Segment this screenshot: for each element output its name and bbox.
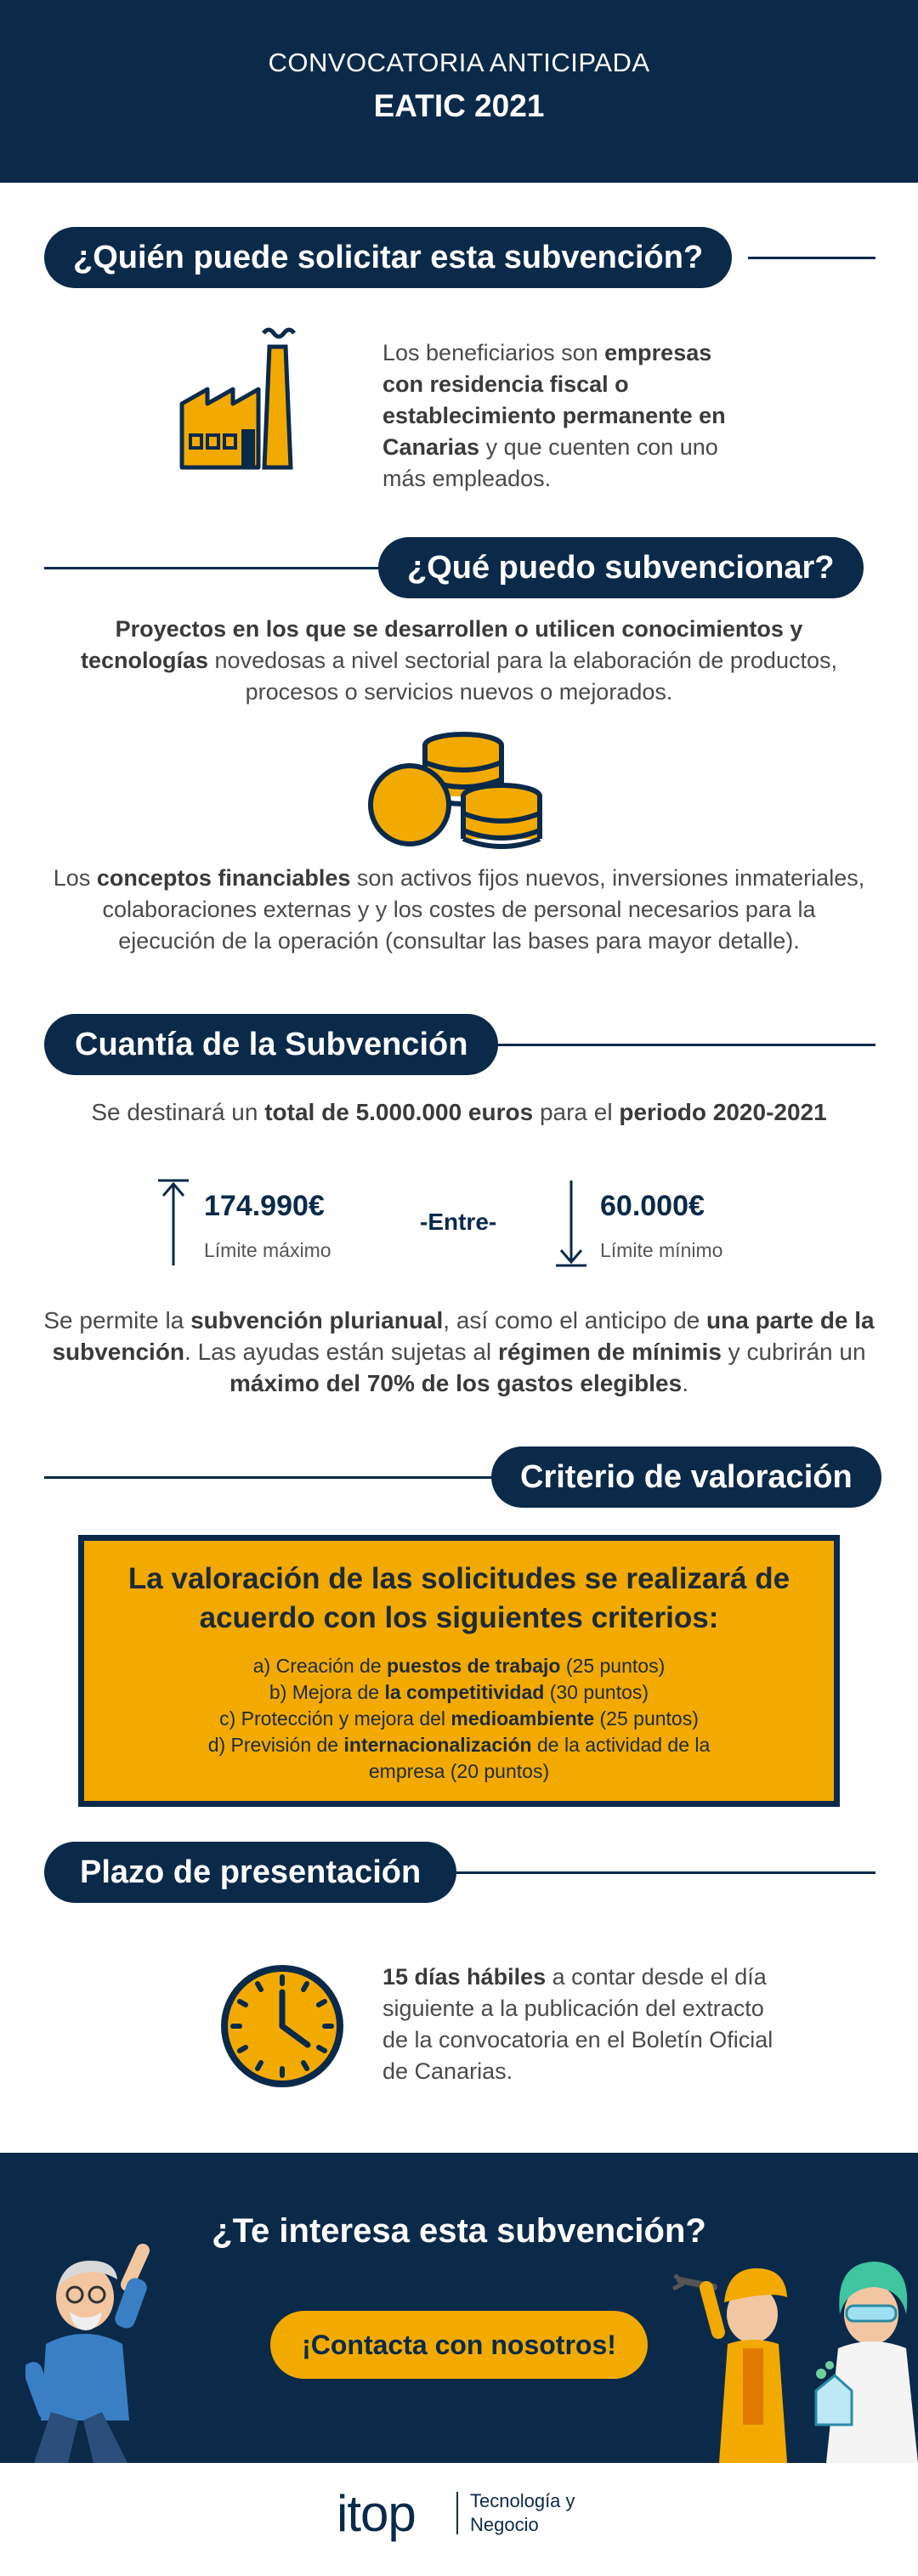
who-bold-1: empresas con residencia fiscal o establecimiento permanente en Canarias [382, 340, 726, 460]
amount-cond-5: . [682, 1370, 688, 1396]
what-text-3: son activos fijos nuevos, inversiones inmateriales, colaboraciones externas y y los costes de personal necesarios para la ejecución de la operación (consultar las bases para mayor detalle). [102, 865, 865, 954]
criteria-item-post: (30 puntos) [544, 1681, 649, 1703]
amount-cond-3: . Las ayudas están sujetas al [184, 1339, 498, 1365]
header-title: EATIC 2021 [373, 88, 545, 123]
what-bold-2: conceptos financiables [96, 865, 351, 891]
max-amount: 174.990€ [204, 1190, 325, 1222]
amount-bold-2: periodo 2020-2021 [619, 1099, 827, 1125]
who-text-1: Los beneficiarios son [382, 340, 605, 365]
criteria-item-pre: d) Previsión de [207, 1734, 344, 1756]
logo-divider [456, 2492, 458, 2534]
min-amount-label: Límite mínimo [600, 1239, 723, 1261]
section-rule [442, 1871, 876, 1874]
section-heading-who: ¿Quién puede solicitar esta subvención? [44, 227, 732, 288]
criteria-item-post: (25 puntos) [560, 1655, 666, 1677]
what-text-2: Los [53, 865, 97, 891]
itop-logo[interactable]: itop [337, 2485, 416, 2542]
arrow-down-icon [552, 1177, 590, 1269]
criteria-box [78, 1535, 840, 1807]
workers-illustration [672, 2246, 918, 2463]
criteria-item-bold: medioambiente [450, 1707, 595, 1730]
criteria-list [84, 1653, 834, 1785]
criteria-item-bold: puestos de trabajo [387, 1655, 561, 1677]
amount-total [34, 1096, 884, 1128]
deadline-text: a contar desde el día siguiente a la publicación del extracto de la convocatoria en el Boletín Oficial de Canarias. [382, 1964, 774, 2084]
elderly-man-illustration [26, 2233, 170, 2463]
criteria-item [84, 1679, 834, 1706]
brand-footer [0, 2463, 918, 2576]
logo-tagline [470, 2489, 575, 2537]
amount-cond-bold-1: subvención plurianual [190, 1307, 444, 1333]
section-heading-what: ¿Qué puedo subvencionar? [378, 537, 864, 598]
who-description [382, 337, 756, 495]
criteria-item [84, 1706, 834, 1732]
criteria-item-pre: a) Creación de [252, 1655, 387, 1677]
what-text-1: novedosas a nivel sectorial para la elaboración de productos, procesos o servicios nuevos o mejorados. [208, 648, 837, 705]
amount-cond-bold-4: máximo del 70% de los gastos elegibles [230, 1370, 683, 1396]
criteria-item-post: de la actividad de la empresa (20 puntos) [368, 1734, 711, 1782]
amount-text-2: para el [533, 1099, 620, 1125]
min-amount: 60.000€ [600, 1190, 705, 1222]
logo-tagline-line-2: Negocio [470, 2514, 539, 2535]
factory-icon [178, 323, 298, 476]
criteria-item-post: (25 puntos) [594, 1707, 699, 1730]
cta-title: ¿Te interesa esta subvención? [212, 2212, 706, 2250]
what-description [60, 614, 858, 708]
contact-button[interactable]: ¡Contacta con nosotros! [270, 2311, 648, 2379]
cta-banner [0, 2153, 918, 2463]
criteria-item-bold: la competitividad [384, 1681, 545, 1703]
amount-cond-2: , así como el anticipo de [443, 1307, 707, 1333]
amount-text-1: Se destinará un [91, 1099, 265, 1125]
logo-tagline-line-1: Tecnología y [470, 2490, 575, 2511]
section-heading-amount: Cuantía de la Subvención [44, 1014, 498, 1075]
amount-cond-bold-2: una parte de la subvención [52, 1307, 875, 1365]
section-rule [44, 1476, 520, 1479]
section-heading-criteria: Criterio de valoración [491, 1447, 881, 1508]
clock-icon [219, 1963, 345, 2089]
amount-cond-bold-3: régimen de mínimis [497, 1339, 722, 1365]
deadline-description [382, 1962, 774, 2087]
criteria-item-pre: b) Mejora de [269, 1681, 385, 1703]
amount-conditions [42, 1305, 876, 1399]
who-text-2: y que cuenten con uno más empleados. [382, 434, 718, 491]
deadline-bold: 15 días hábiles [382, 1964, 547, 1990]
what-bold-1: Proyectos en los que se desarrollen o utilicen conocimientos y tecnologías [81, 616, 803, 673]
max-amount-label: Límite máximo [204, 1239, 332, 1261]
coins-icon [366, 727, 552, 854]
amount-cond-1: Se permite la [43, 1307, 191, 1333]
criteria-item [84, 1732, 834, 1785]
amount-bold-1: total de 5.000.000 euros [264, 1099, 534, 1125]
header-banner [0, 0, 918, 183]
criteria-title: La valoración de las solicitudes se realizará de acuerdo con los siguientes criterios: [128, 1562, 790, 1634]
criteria-item-pre: c) Protección y mejora del [219, 1707, 451, 1730]
section-rule [476, 1044, 876, 1046]
what-concepts [51, 863, 867, 957]
between-label: -Entre- [420, 1209, 497, 1235]
criteria-item-bold: internacionalización [343, 1734, 532, 1756]
section-heading-deadline: Plazo de presentación [44, 1842, 456, 1903]
arrow-up-icon [155, 1177, 192, 1269]
criteria-item [84, 1653, 834, 1679]
header-kicker: CONVOCATORIA ANTICIPADA [268, 48, 650, 77]
amount-cond-4: y cubrirán un [721, 1339, 866, 1365]
section-rule [748, 257, 876, 259]
section-rule [44, 567, 401, 569]
